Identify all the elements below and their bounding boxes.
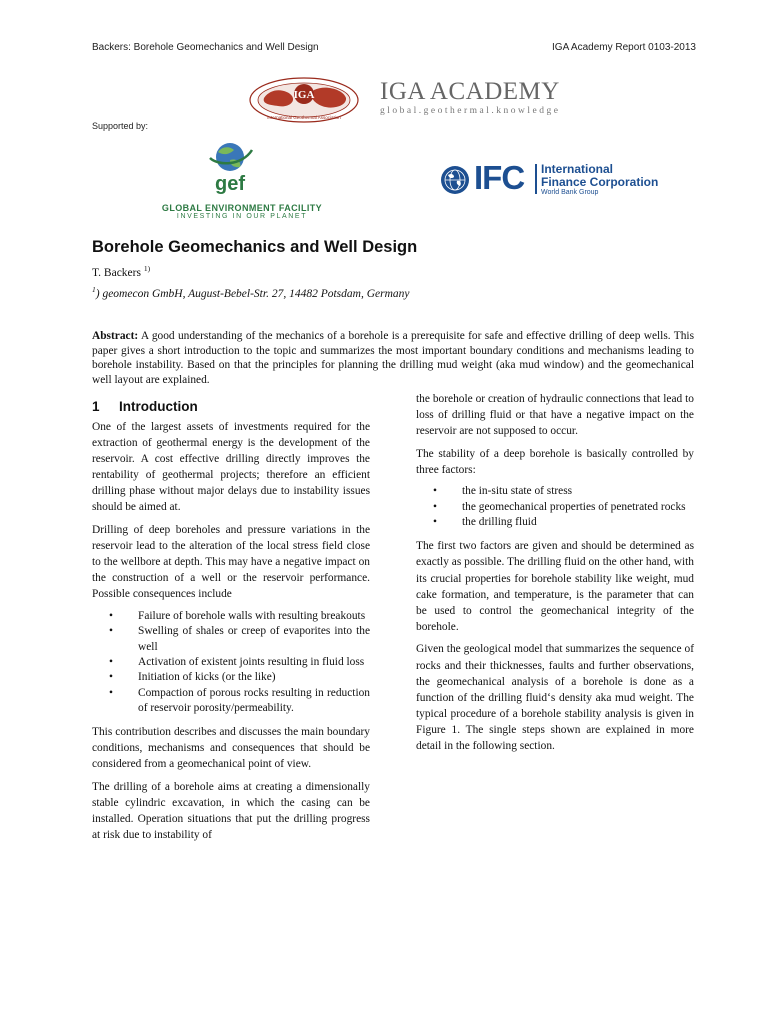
iga-emblem-logo — [248, 76, 360, 124]
left-column — [92, 398, 370, 850]
list-item — [416, 500, 694, 515]
list-item — [92, 655, 370, 670]
supported-by-label: Supported by: — [92, 121, 149, 131]
gef-tagline: INVESTING IN OUR PLANET — [176, 213, 308, 220]
consequences-list — [92, 609, 370, 716]
bullet-glyph: • — [433, 516, 437, 529]
running-header-left: Backers: Borehole Geomechanics and Well Design — [92, 42, 319, 53]
iga-emblem-ring-text: International Geothermal Association — [267, 115, 341, 120]
list-item-text: Swelling of shales or creep of evaporites into the well — [138, 625, 370, 653]
list-item-text: Activation of existent joints resulting in fluid loss — [138, 655, 365, 668]
section-title: Introduction — [119, 399, 198, 414]
paragraph: One of the largest assets of investments required for the extraction of geothermal energy is the development of the reservoir. A cost effective drilling directly improves the rentability of geothermal projects; therefore an efficient drilling phase without major delays due to instability issues should be aimed at. — [92, 421, 370, 514]
bullet-glyph: • — [109, 655, 113, 668]
paper-title: Borehole Geomechanics and Well Design — [92, 238, 418, 256]
list-item — [416, 484, 694, 499]
ifc-name-line1: International — [541, 162, 614, 176]
paragraph: The drilling of a borehole aims at creating a dimensionally stable cylindric excavation, in which the casing can be installed. Operation situations that put the drilling progress at risk due to instability of — [92, 780, 370, 842]
paragraph: the borehole or creation of hydraulic connections that lead to loss of drilling fluid or that have a negative impact on the reservoir are not supposed to occur. — [416, 393, 694, 438]
gef-globe-logo — [200, 140, 260, 196]
list-item — [92, 670, 370, 685]
affiliation-text: ) geomecon GmbH, August-Bebel-Str. 27, 14482 Potsdam, Germany — [95, 287, 410, 300]
abstract-label: Abstract: — [92, 330, 139, 342]
bullet-glyph: • — [109, 625, 113, 638]
list-item-text: the drilling fluid — [462, 516, 537, 529]
author-line — [92, 264, 150, 279]
list-item-text: the in-situ state of stress — [462, 485, 573, 498]
paragraph: Drilling of deep boreholes and pressure variations in the reservoir lead to the alteration of the local stress field close to the wellbore at depth. This may have a negative impact on the construction of a well or the reservoir performance. Possible consequences include — [92, 524, 370, 601]
bullet-glyph: • — [109, 671, 113, 684]
ifc-letters: IFC — [474, 159, 525, 196]
gef-name: GLOBAL ENVIRONMENT FACILITY — [161, 203, 323, 213]
affiliation-line — [92, 285, 410, 300]
running-header-right: IGA Academy Report 0103-2013 — [552, 42, 696, 53]
list-item — [92, 686, 370, 717]
section-heading — [92, 398, 370, 416]
section-number: 1 — [92, 399, 100, 414]
list-item-text: Initiation of kicks (or the like) — [138, 671, 276, 684]
right-column — [416, 391, 694, 761]
paragraph: Given the geological model that summarizes the sequence of rocks and their thicknesses, faults and further observations, the geomechanical analysis of a borehole is done as a function of the drilling fluid‘s density aka mud weight. The typical procedure of a borehole stability analysis is given in Figure 1. The single steps shown are explained in more detail in the following section. — [416, 643, 694, 752]
list-item — [92, 609, 370, 624]
list-item — [416, 515, 694, 530]
author-superscript: 1) — [143, 264, 151, 273]
abstract-text: A good understanding of the mechanics of a borehole is a prerequisite for safe and effective drilling of deep wells. This paper gives a short introduction to the topic and summarizes the most important boundary conditions and mechanisms leading to borehole instability. Based on that the principles for planning the drilling mud weight (aka mud window) and the geomechanical well layout are explained. — [92, 330, 694, 387]
iga-academy-tagline: global.geothermal.knowledge — [380, 106, 561, 116]
factors-list — [416, 484, 694, 530]
author-name: T. Backers — [92, 266, 141, 279]
gef-mark-text: gef — [215, 173, 245, 195]
list-item-text: Compaction of porous rocks resulting in reduction of reservoir porosity/permeability. — [138, 686, 370, 714]
ifc-divider — [535, 164, 537, 194]
ifc-group: World Bank Group — [541, 189, 599, 196]
bullet-glyph: • — [433, 500, 437, 513]
paragraph: This contribution describes and discusses the main boundary conditions, mechanisms and consequences that should be considered from a geomechanical point of view. — [92, 726, 370, 771]
affiliation-superscript: 1 — [92, 285, 96, 294]
paragraph: The first two factors are given and should be determined as exactly as possible. The drilling fluid on the other hand, with its crucial properties for borehole stability like weight, mud cake formation, and temperature, is the parameter that can be used to control the geomechanical integrity of the borehole. — [416, 540, 694, 633]
list-item-text: Failure of borehole walls with resulting breakouts — [138, 610, 366, 623]
list-item — [92, 624, 370, 655]
abstract — [92, 329, 694, 388]
iga-emblem-text: IGA — [293, 89, 315, 101]
bullet-glyph: • — [109, 610, 113, 623]
ifc-globe-icon — [440, 165, 470, 195]
ifc-name-line2: Finance Corporation — [541, 175, 659, 189]
bullet-glyph: • — [109, 686, 113, 699]
list-item-text: the geomechanical properties of penetrated rocks — [462, 500, 686, 513]
bullet-glyph: • — [433, 485, 437, 498]
paragraph: The stability of a deep borehole is basically controlled by three factors: — [416, 447, 694, 476]
iga-academy-title: IGA ACADEMY — [380, 78, 560, 105]
